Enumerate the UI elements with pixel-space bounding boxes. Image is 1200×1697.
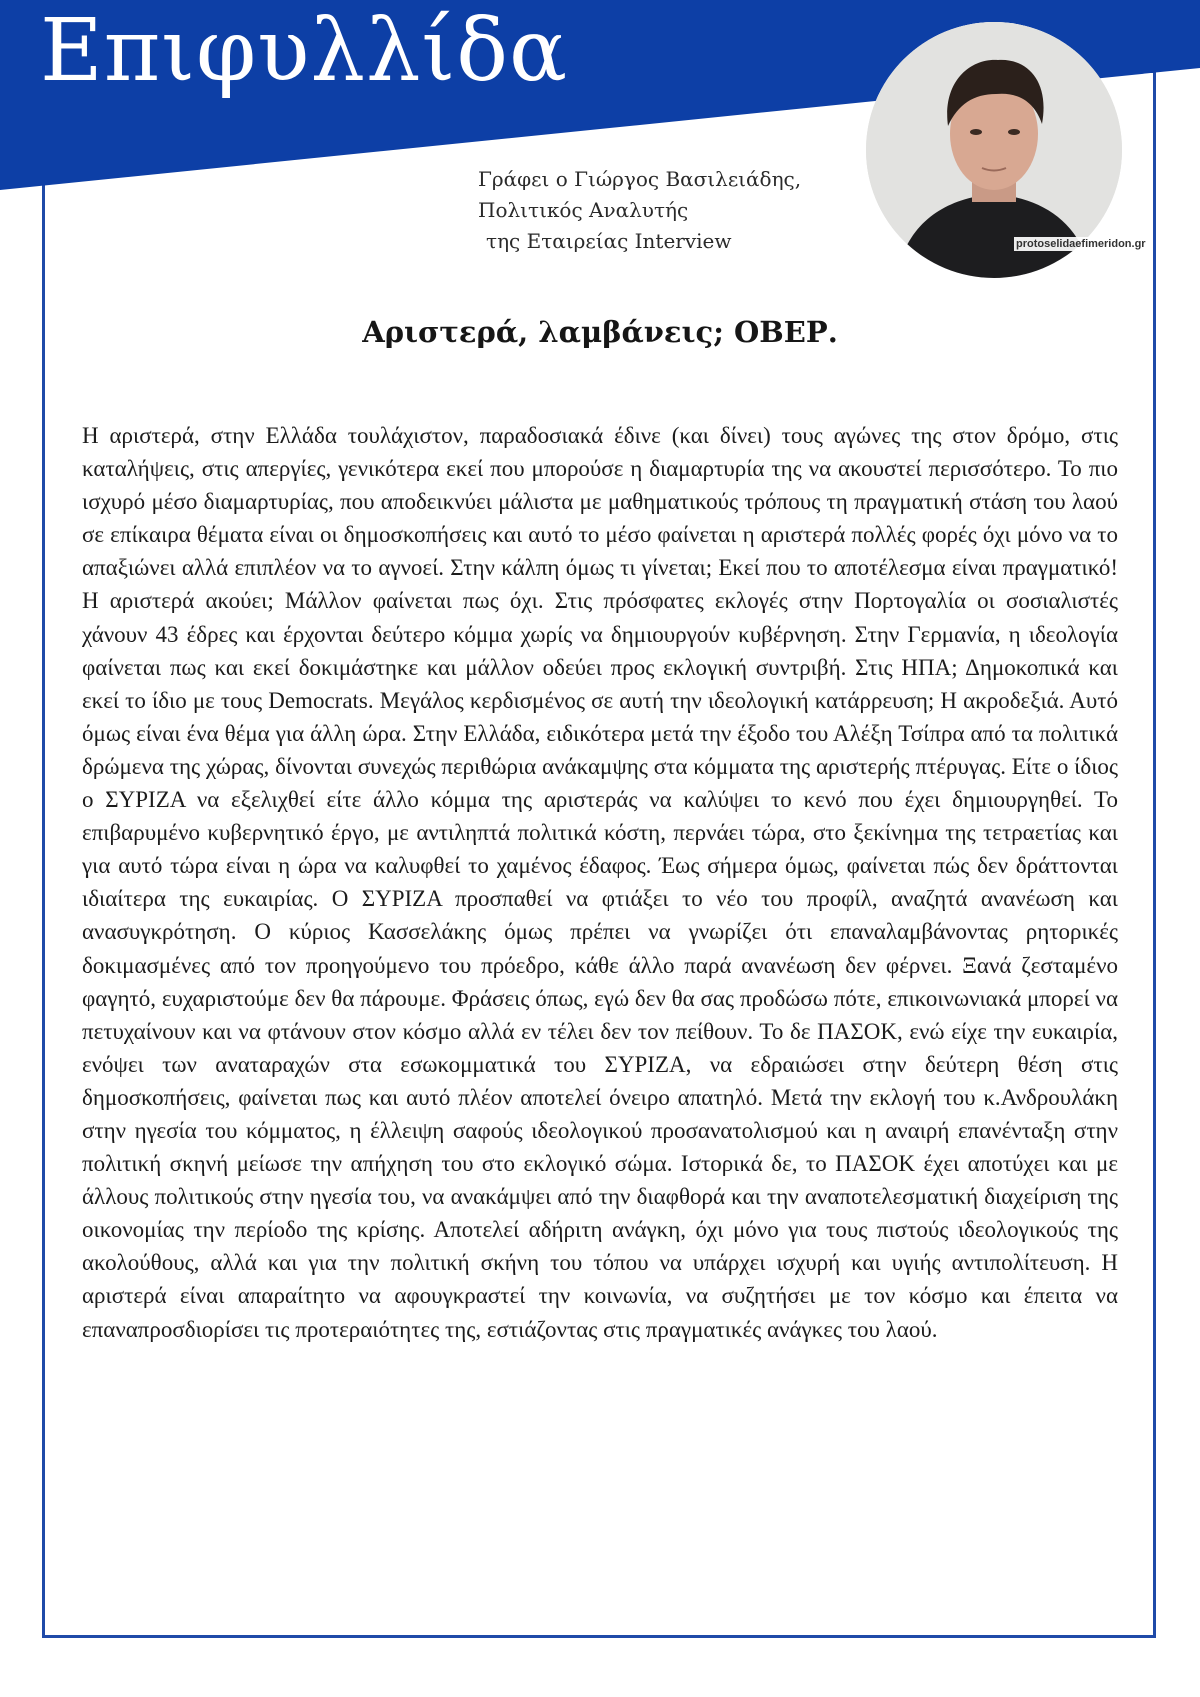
article-title: Αριστερά, λαμβάνεις; ΟΒΕΡ. <box>362 315 838 349</box>
photo-watermark: protoselidaefimeridon.gr <box>1016 238 1146 250</box>
brand-title: Επιφυλλίδα <box>40 1 569 101</box>
author-byline <box>478 164 801 257</box>
article-paragraph: Η αριστερά, στην Ελλάδα τουλάχιστον, παραδοσιακά έδινε (και δίνει) τους αγώνες της στον δρόμο, στις καταλήψεις, στις απεργίες, γενικότερα εκεί που μπορούσε η διαμαρτυρία της να ακουστεί περισσότερο. Το πιο ισχυρό μέσο διαμαρτυρίας, που αποδεικνύει μάλιστα με μαθηματικούς τρόπους τη πραγματική στάση του λαού σε επίκαιρα θέματα είναι οι δημοσκοπήσεις και αυτό το μέσο φαίνεται η αριστερά πολλές φορές όχι μόνο να το απαξιώνει αλλά επιπλέον να το αγνοεί. Στην κάλπη όμως τι γίνεται; Εκεί που το αποτέλεσμα είναι πραγματικό! Η αριστερά ακούει; Μάλλον φαίνεται πως όχι. Στις πρόσφατες εκλογές στην Πορτογαλία οι σοσιαλιστές χάνουν 43 έδρες και έρχονται δεύτερο κόμμα χωρίς να δημιουργούν κυβέρνηση. Στην Γερμανία, η ιδεολογία φαίνεται πως και εκεί δοκιμάστηκε και μάλλον οδεύει προς εκλογική συντριβή. Στις ΗΠΑ; Δημοκοπικά και εκεί το ίδιο με τους Democrats. Μεγάλος κερδισμένος σε αυτή την ιδεολογική κατάρρευση; Η ακροδεξιά. Αυτό όμως είναι ένα θέμα για άλλη ώρα. Στην Ελλάδα, ειδικότερα μετά την έξοδο του Αλέξη Τσίπρα από τα πολιτικά δρώμενα της χώρας, δίνονται συνεχώς περιθώρια ανάκαμψης στα κόμματα της αριστερής πτέρυγας. Είτε ο ίδιος ο ΣΥΡΙΖΑ να εξελιχθεί είτε άλλο κόμμα της αριστεράς να καλύψει το κενό που έχει δημιουργηθεί. Το επιβαρυμένο κυβερνητικό έργο, με αντιληπτά πολιτικά κόστη, περνάει τώρα, στο ξεκίνημα της τετραετίας και για αυτό τώρα είναι η ώρα να καλυφθεί το χαμένος έδαφος. Έως σήμερα όμως, φαίνεται πώς δεν δράττονται ιδιαίτερα της ευκαιρίας. Ο ΣΥΡΙΖΑ προσπαθεί να φτιάξει το νέο του προφίλ, αναζητά ανανέωση και ανασυγκρότηση. Ο κύριος Κασσελάκης όμως πρέπει να γνωρίζει ότι επαναλαμβάνοντας ρητορικές δοκιμασμένες από τον προηγούμενο του πρόεδρο, κάθε άλλο παρά ανανέωση δεν φέρνει. Ξανά ζεσταμένο φαγητό, ευχαριστούμε δεν θα πάρουμε. Φράσεις όπως, εγώ δεν θα σας προδώσω πότε, επικοινωνιακά μπορεί να πετυχαίνουν και να φτάνουν στον κόσμο αλλά εν τέλει δεν τον πείθουν. Το δε ΠΑΣΟΚ, ενώ είχε την ευκαιρία, ενόψει των αναταραχών στα εσωκομματικά του ΣΥΡΙΖΑ, να εδραιώσει στην δεύτερη θέση στις δημοσκοπήσεις, φαίνεται πως και αυτό πλέον αποτελεί όνειρο απατηλό. Μετά την εκλογή του κ.Ανδρουλάκη στην ηγεσία του κόμματος, η έλλειψη σαφούς ιδεολογικού προσανατολισμού και η αναιρή επανένταξη στην πολιτική σκηνή μείωσε την απήχηση του στο εκλογικό σώμα. Ιστορικά δε, το ΠΑΣΟΚ έχει αποτύχει και με άλλους πολιτικούς στην ηγεσία του, να ανακάμψει από την διαφθορά και την αναποτελεσματική διαχείριση της οικονομίας την περίοδο της κρίσης. Αποτελεί αδήριτη ανάγκη, όχι μόνο για τους πιστούς ιδεολογικούς της ακολούθους, αλλά και για την πολιτική σκήνη του τόπου να υπάρχει ισχυρή και υγιής αντιπολίτευση. Η αριστερά είναι απαραίτητο να αφουγκραστεί την κοινωνία, να συζητήσει με τον κόσμο και έπειτα να επαναπροσδιορίσει τις προτεραιότητες της, εστιάζοντας στις πραγματικές ανάγκες του λαού. <box>82 423 1118 1342</box>
article-body <box>82 419 1118 1346</box>
author-company-line: της Εταιρείας Interview <box>486 229 732 253</box>
author-name-line: Γράφει ο Γιώργος Βασιλειάδης, <box>478 167 802 191</box>
author-role-line: Πολιτικός Αναλυτής <box>478 198 689 222</box>
